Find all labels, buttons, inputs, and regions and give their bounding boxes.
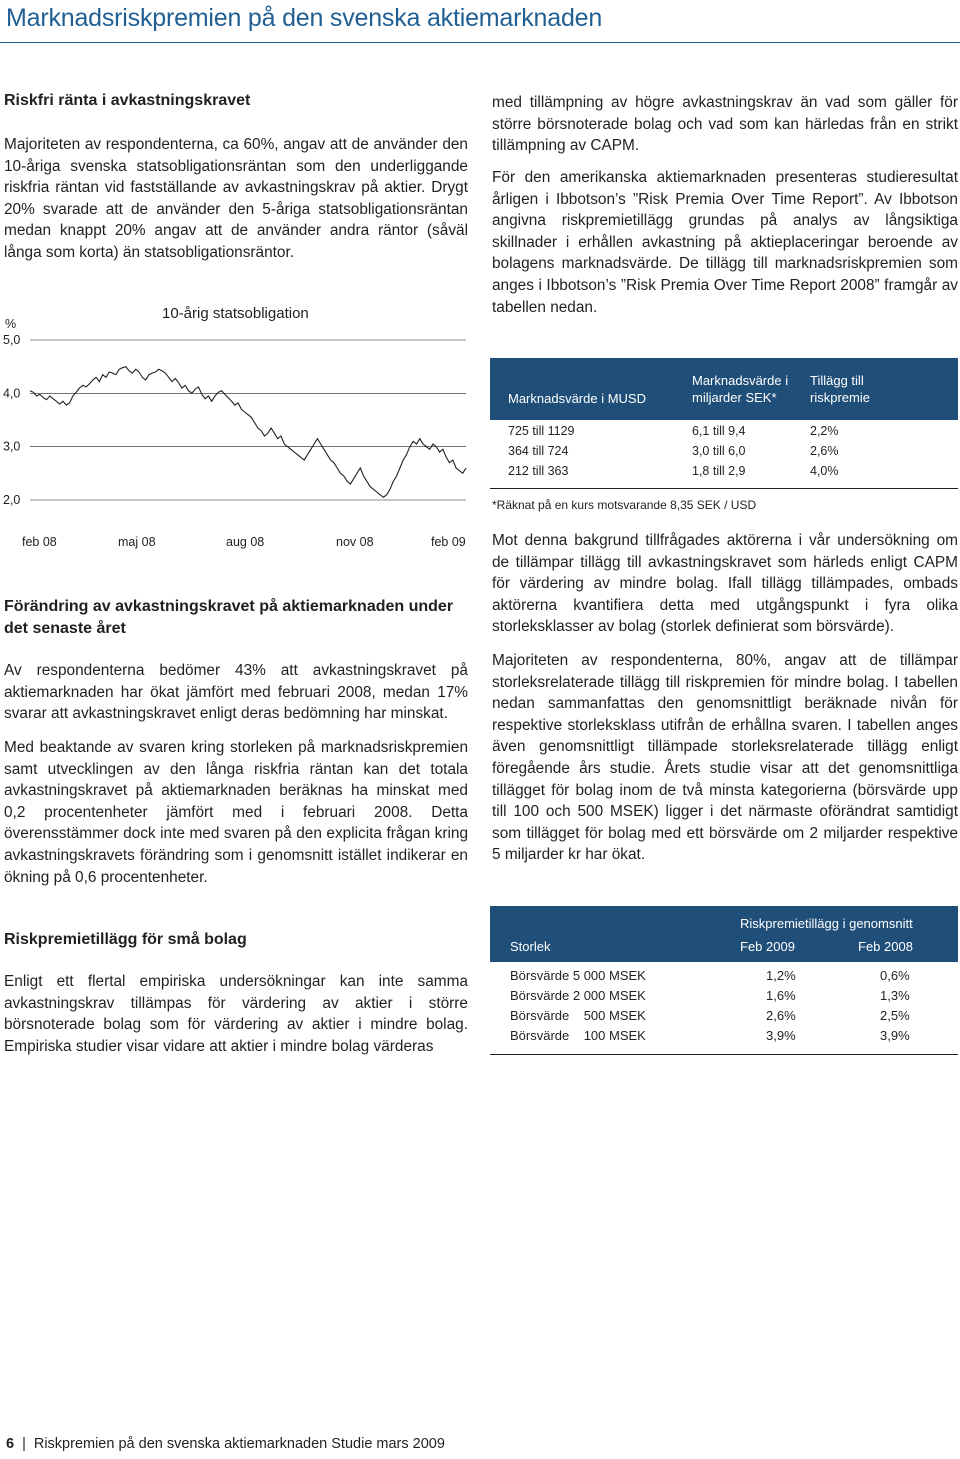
cell-sek: 3,0 till 6,0 (692, 444, 746, 458)
cell-tillagg: 4,0% (810, 464, 839, 478)
cell-storlek: Börsvärde 5 000 MSEK (510, 968, 646, 983)
footer-separator: | (22, 1436, 26, 1452)
chart-title: 10-årig statsobligation (162, 305, 309, 322)
ibbotson-table-body (490, 420, 958, 488)
riskpremie-table-header (490, 906, 958, 962)
cell-feb-2008: 2,5% (880, 1008, 910, 1023)
cell-feb-2008: 1,3% (880, 988, 910, 1003)
cell-tillagg: 2,6% (810, 444, 839, 458)
table-row (490, 464, 958, 484)
paragraph-bakgrund: Mot denna bakgrund tillfrågades aktörerna i vår undersökning om de tillämpar tillägg till avkastningskravet som härleds enligt CAPM för värdering av mindre bolag. Ifall tillägg tillämpades, ombads aktörerna kvantifiera detta med utgångspunkt i fyra olika storleksklasser av bolag (storlek definierat som börsvärde). (492, 532, 958, 636)
col-header-sek: Marknadsvärde i miljarder SEK* (692, 373, 789, 405)
cell-feb-2008: 0,6% (880, 968, 910, 983)
paragraph-forandring-1: Av respondenterna bedömer 43% att avkastningskravet på aktiemarknaden har ökat jämfört med februari 2008, medan 17% svarar att avkastningskravet enligt deras bedömning har minskat. (4, 662, 468, 723)
paragraph-riskfri-ranta: Majoriteten av respondenterna, ca 60%, angav att de använder den 10-åriga svenska statsobligationsräntan som den underliggande riskfria räntan vid fastställande av avkastningskrav på aktier. Drygt 20% svarade att de använder den 5-åriga statsobligationsräntan medan knappt 20% angav att de använder andra räntor (såväl långa som korta) än statsobligationsräntor. (4, 136, 468, 261)
col-header-musd: Marknadsvärde i MUSD (508, 391, 646, 406)
x-tick-label: feb 09 (431, 535, 466, 549)
title-divider (0, 42, 960, 43)
table-row (490, 1028, 958, 1048)
heading-riskfri-ranta: Riskfri ränta i avkastningskravet (4, 92, 251, 109)
table-row (490, 444, 958, 464)
x-tick-label: maj 08 (118, 535, 156, 549)
y-tick-label: 4,0 (3, 386, 21, 401)
cell-musd: 725 till 1129 (508, 424, 575, 438)
heading-forandring: Förändring av avkastningskravet på aktiemarknaden under det senaste året (4, 598, 454, 637)
paragraph-forandring-2: Med beaktande av svaren kring storleken på marknadsriskpremien samt utvecklingen av den långa riskfria räntan kan det totala avkastningskravet på aktiemarknaden beräknas ha minskat med 0,2 procentenheter jämfört med i februari 2008. Detta överensstämmer dock inte med svaren på den explicita frågan kring avkastningskravets förändring som i genomsnitt istället indikerar en ökning på 0,6 procentenheter. (4, 739, 468, 886)
cell-feb-2009: 1,2% (766, 968, 796, 983)
x-tick-label: aug 08 (226, 535, 265, 549)
table-rule (490, 488, 958, 489)
table-row (490, 1008, 958, 1028)
paragraph-majoriteten: Majoriteten av respondenterna, 80%, angav att de tillämpar storleksrelaterade tillägg till riskpremien för mindre bolag. I tabellen nedan sammanfattas den genomsnittligt beräknade nivån för respektive storleksklass utifrån de erhållna svaren. I tabellen anges även genomsnittligt tillämpade storleksrelaterade tillägg enligt föregående års studie. Årets studie visar att det genomsnittliga tillägget för bolag inom de två minsta kategorierna (börsvärde upp till 100 och 500 MSEK) ligger i det närmaste oförändrat samtidigt som tillägget för bolag med ett börsvärde om 2 miljarder respektive 5 miljarder kr har ökat. (492, 652, 958, 864)
table-rule (490, 1054, 958, 1055)
group-header: Riskpremietillägg i genomsnitt (740, 916, 913, 931)
col-header-storlek: Storlek (510, 939, 551, 954)
paragraph-capm: med tillämpning av högre avkastningskrav än vad som gäller för större börsnoterade bolag och vad som kan härledas från en strikt tillämpning av CAPM. (492, 94, 958, 155)
page-number: 6 (6, 1436, 15, 1452)
col-header-tillagg: Tillägg till riskpremie (810, 373, 870, 405)
paragraph-ibbotson: För den amerikanska aktiemarknaden presenteras studieresultat årligen i Ibbotson’s ”Risk Premia Over Time Report”. Av Ibbotson angivna riskpremietillägg grundas på analys av långsiktiga skillnader i erhållen avkastning på aktieplaceringar beroende av bolagens marknadsvärde. De tillägg till marknadsriskpremien som anges i Ibbotson’s ”Risk Premia Over Time Report 2008” framgår av tabellen nedan. (492, 169, 958, 316)
col-header-feb-2008: Feb 2008 (858, 939, 913, 954)
table-row (490, 988, 958, 1008)
cell-musd: 212 till 363 (508, 464, 569, 478)
paragraph-riskpremietillagg: Enligt ett flertal empiriska undersökningar kan inte samma avkastningskrav tillämpas för värdering av aktier i större börsnoterade bolag som för värdering av aktier i mindre bolag. Empiriska studier visar vidare att aktier i mindre bolag värderas (4, 973, 468, 1055)
page-footer (6, 1436, 445, 1452)
cell-feb-2009: 2,6% (766, 1008, 796, 1023)
table-row (490, 424, 958, 444)
y-tick-label: 5,0 (3, 333, 21, 347)
bond-yield-chart (0, 300, 472, 562)
cell-feb-2009: 3,9% (766, 1028, 796, 1043)
y-tick-label: 2,0 (3, 493, 21, 507)
cell-storlek: Börsvärde 100 MSEK (510, 1028, 646, 1043)
cell-storlek: Börsvärde 2 000 MSEK (510, 988, 646, 1003)
ibbotson-table-header (490, 358, 958, 420)
cell-sek: 1,8 till 2,9 (692, 464, 746, 478)
cell-sek: 6,1 till 9,4 (692, 424, 746, 438)
footer-text: Riskpremien på den svenska aktiemarknaden Studie mars 2009 (33, 1436, 445, 1452)
y-axis-unit: % (5, 317, 17, 331)
ibbotson-table (490, 358, 958, 512)
cell-musd: 364 till 724 (508, 444, 569, 458)
cell-feb-2009: 1,6% (766, 988, 796, 1003)
cell-feb-2008: 3,9% (880, 1028, 910, 1043)
page-title: Marknadsriskpremien på den svenska aktiemarknaden (6, 4, 603, 32)
table-footnote: *Räknat på en kurs motsvarande 8,35 SEK / USD (492, 498, 757, 512)
y-tick-label: 3,0 (3, 439, 21, 454)
col-header-feb-2009: Feb 2009 (740, 939, 795, 954)
series-line-10y-bond (30, 367, 466, 498)
heading-riskpremietillagg: Riskpremietillägg för små bolag (4, 931, 247, 948)
cell-storlek: Börsvärde 500 MSEK (510, 1008, 646, 1023)
x-tick-label: feb 08 (22, 535, 57, 549)
cell-tillagg: 2,2% (810, 424, 839, 438)
riskpremie-table (490, 906, 958, 1056)
x-tick-label: nov 08 (336, 535, 374, 549)
table-row (490, 968, 958, 988)
riskpremie-table-body (490, 962, 958, 1056)
